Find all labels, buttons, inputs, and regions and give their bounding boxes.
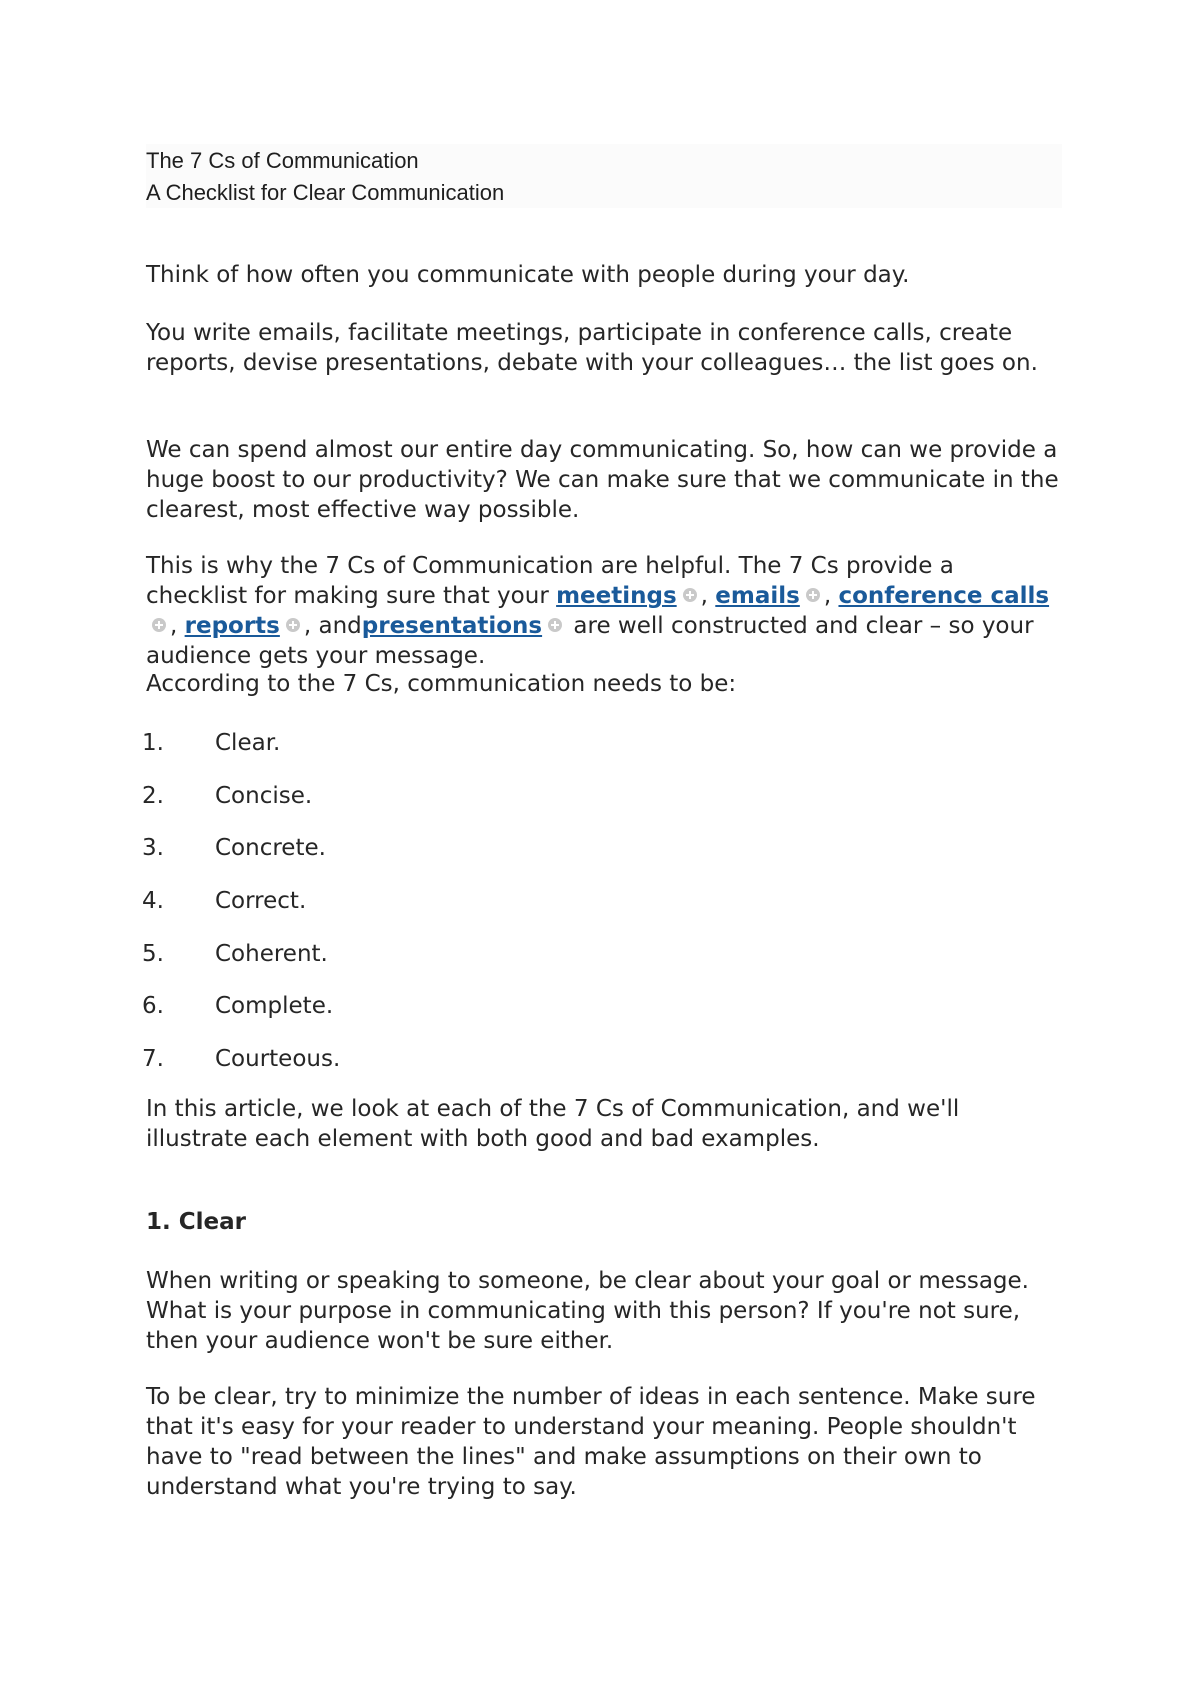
separator-comma: ,: [170, 613, 185, 639]
separator-comma: ,: [700, 583, 716, 609]
paragraph-4-end: are well constructed and clear – so your audience gets your message.: [146, 613, 1034, 669]
document-page: [142, 144, 1062, 1500]
outro-paragraph: In this article, we look at each of the 7 Cs of Communication, and we'll illustrate each element with both good and bad examples.: [146, 1096, 960, 1152]
list-item: [142, 781, 1062, 834]
plus-circle-icon[interactable]: [683, 588, 697, 602]
intro-paragraph-1: Think of how often you communicate with people during your day.: [146, 262, 910, 288]
list-item: [142, 1044, 1062, 1097]
section-heading-clear: 1. Clear: [146, 1209, 246, 1235]
intro-paragraph-3: We can spend almost our entire day communicating. So, how can we provide a huge boost to our productivity? We can make sure that we communicate in the clearest, most effective way possible.: [146, 437, 1059, 523]
link-presentations[interactable]: presentations: [361, 613, 543, 639]
seven-cs-list: [142, 728, 1062, 1097]
link-meetings[interactable]: meetings: [556, 583, 677, 609]
intro-paragraph-4: [146, 551, 1062, 671]
plus-circle-icon[interactable]: [548, 618, 562, 632]
plus-circle-icon[interactable]: [286, 618, 300, 632]
intro-paragraph-5: According to the 7 Cs, communication needs to be:: [146, 671, 737, 697]
list-text: Correct.: [215, 888, 307, 915]
list-number: 7.: [142, 1046, 164, 1073]
paragraph-4-start: This is why the 7 Cs of Communication are helpful. The 7 Cs provide a checklist for making sure that your: [146, 553, 954, 609]
list-text: Concise.: [215, 782, 313, 809]
article-title: The 7 Cs of Communication: [146, 148, 419, 173]
intro-paragraph-2: You write emails, facilitate meetings, participate in conference calls, create reports, devise presentations, debate with your colleagues… the list goes on.: [146, 320, 1038, 376]
list-number: 4.: [142, 888, 164, 915]
list-text: Coherent.: [215, 940, 328, 967]
plus-circle-icon[interactable]: [806, 588, 820, 602]
link-reports[interactable]: reports: [184, 613, 280, 639]
list-item: [142, 991, 1062, 1044]
list-text: Concrete.: [215, 835, 326, 862]
list-number: 3.: [142, 835, 164, 862]
list-text: Clear.: [215, 730, 281, 756]
plus-circle-icon[interactable]: [152, 618, 166, 632]
link-emails[interactable]: emails: [715, 583, 800, 609]
article-subtitle: A Checklist for Clear Communication: [146, 180, 505, 205]
separator-comma: ,: [823, 583, 839, 609]
list-text: Courteous.: [215, 1046, 341, 1073]
list-item: [142, 728, 1062, 781]
list-item: [142, 886, 1062, 939]
clear-paragraph-1: When writing or speaking to someone, be clear about your goal or message. What is your purpose in communicating with this person? If you're not sure, then your audience won't be sure either.: [146, 1268, 1029, 1354]
article-header: [146, 144, 1062, 208]
list-number: 1.: [142, 730, 164, 756]
clear-paragraph-2: To be clear, try to minimize the number of ideas in each sentence. Make sure that it's easy for your reader to understand your meaning. People shouldn't have to "read between the lines" and make assumptions on their own to understand what you're trying to say.: [146, 1384, 1036, 1500]
link-conference-calls[interactable]: conference calls: [838, 583, 1050, 609]
list-number: 2.: [142, 782, 164, 809]
separator-and: , and: [303, 613, 362, 639]
list-text: Complete.: [215, 993, 334, 1020]
list-item: [142, 939, 1062, 992]
list-item: [142, 833, 1062, 886]
list-number: 5.: [142, 940, 164, 967]
list-number: 6.: [142, 993, 164, 1020]
